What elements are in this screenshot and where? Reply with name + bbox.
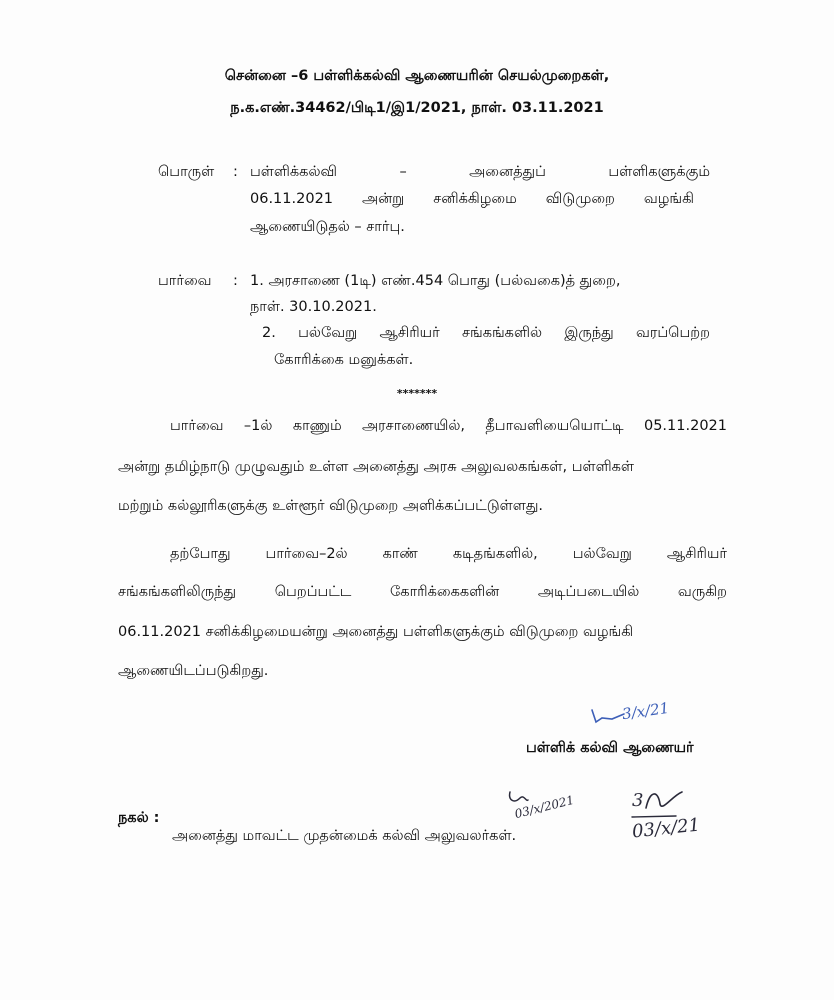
body-p1-line1: பார்வை –1ல் காணும் அரசாணையில், தீபாவளியையொட்டி 05.11.2021 <box>170 418 727 434</box>
initial-date: 03/x/2021 <box>513 792 576 822</box>
reference-colon: : <box>233 273 238 289</box>
side-mark-bottom: 03/x/21 <box>631 814 702 843</box>
signature-designation: பள்ளிக் கல்வி ஆணையர் <box>526 740 694 756</box>
subject-line-3: ஆணையிடுதல் – சார்பு. <box>250 219 405 235</box>
reference-item1-line1: 1. அரசாணை (1டி) எண்.454 பொது (பல்வகை)த் துறை, <box>250 273 621 289</box>
copy-recipient: அனைத்து மாவட்ட முதன்மைக் கல்வி அலுவலர்கள். <box>172 828 517 844</box>
signature-date: 3/x/21 <box>620 698 671 724</box>
side-mark-top: 3 <box>632 790 644 811</box>
body-p2-line2: சங்கங்களிலிருந்து பெறப்பட்ட கோரிக்கைகளின் அடிப்படையில் வருகிற <box>118 584 727 600</box>
body-p1-line3: மற்றும் கல்லூரிகளுக்கு உள்ளூர் விடுமுறை அளிக்கப்பட்டுள்ளது. <box>118 498 544 514</box>
body-p2-line4: ஆணையிடப்படுகிறது. <box>118 663 269 679</box>
body-p2-line3: 06.11.2021 சனிக்கிழமையன்று அனைத்து பள்ளிகளுக்கும் விடுமுறை வழங்கி <box>118 624 634 640</box>
copy-label: நகல் : <box>118 810 160 826</box>
separator: ******* <box>396 387 438 400</box>
side-underline <box>630 814 680 820</box>
side-initial-stroke <box>642 786 686 816</box>
subject-label: பொருள் <box>158 164 215 180</box>
body-p1-line2: அன்று தமிழ்நாடு முழுவதும் உள்ள அனைத்து அரசு அலுவலகங்கள், பள்ளிகள் <box>118 459 634 475</box>
reference-item1-line2: நாள். 30.10.2021. <box>250 299 377 315</box>
header-line-1: சென்னை –6 பள்ளிக்கல்வி ஆணையரின் செயல்முறைகள், <box>224 68 610 84</box>
reference-label: பார்வை <box>158 273 212 289</box>
subject-line-2: 06.11.2021 அன்று சனிக்கிழமை விடுமுறை வழங்கி <box>250 191 694 207</box>
reference-item2-line1: 2. பல்வேறு ஆசிரியர் சங்கங்களில் இருந்து வரப்பெற்ற <box>262 325 710 341</box>
subject-line-1: பள்ளிக்கல்வி – அனைத்துப் பள்ளிகளுக்கும் <box>250 164 710 180</box>
reference-item2-line2: கோரிக்கை மனுக்கள். <box>274 352 414 368</box>
header-line-2: ந.க.எண்.34462/பிடி1/இ1/2021, நாள். 03.11.2021 <box>230 100 604 116</box>
subject-colon: : <box>233 164 238 180</box>
body-p2-line1: தற்போது பார்வை–2ல் காண் கடிதங்களில், பல்வேறு ஆசிரியர் <box>170 546 727 562</box>
